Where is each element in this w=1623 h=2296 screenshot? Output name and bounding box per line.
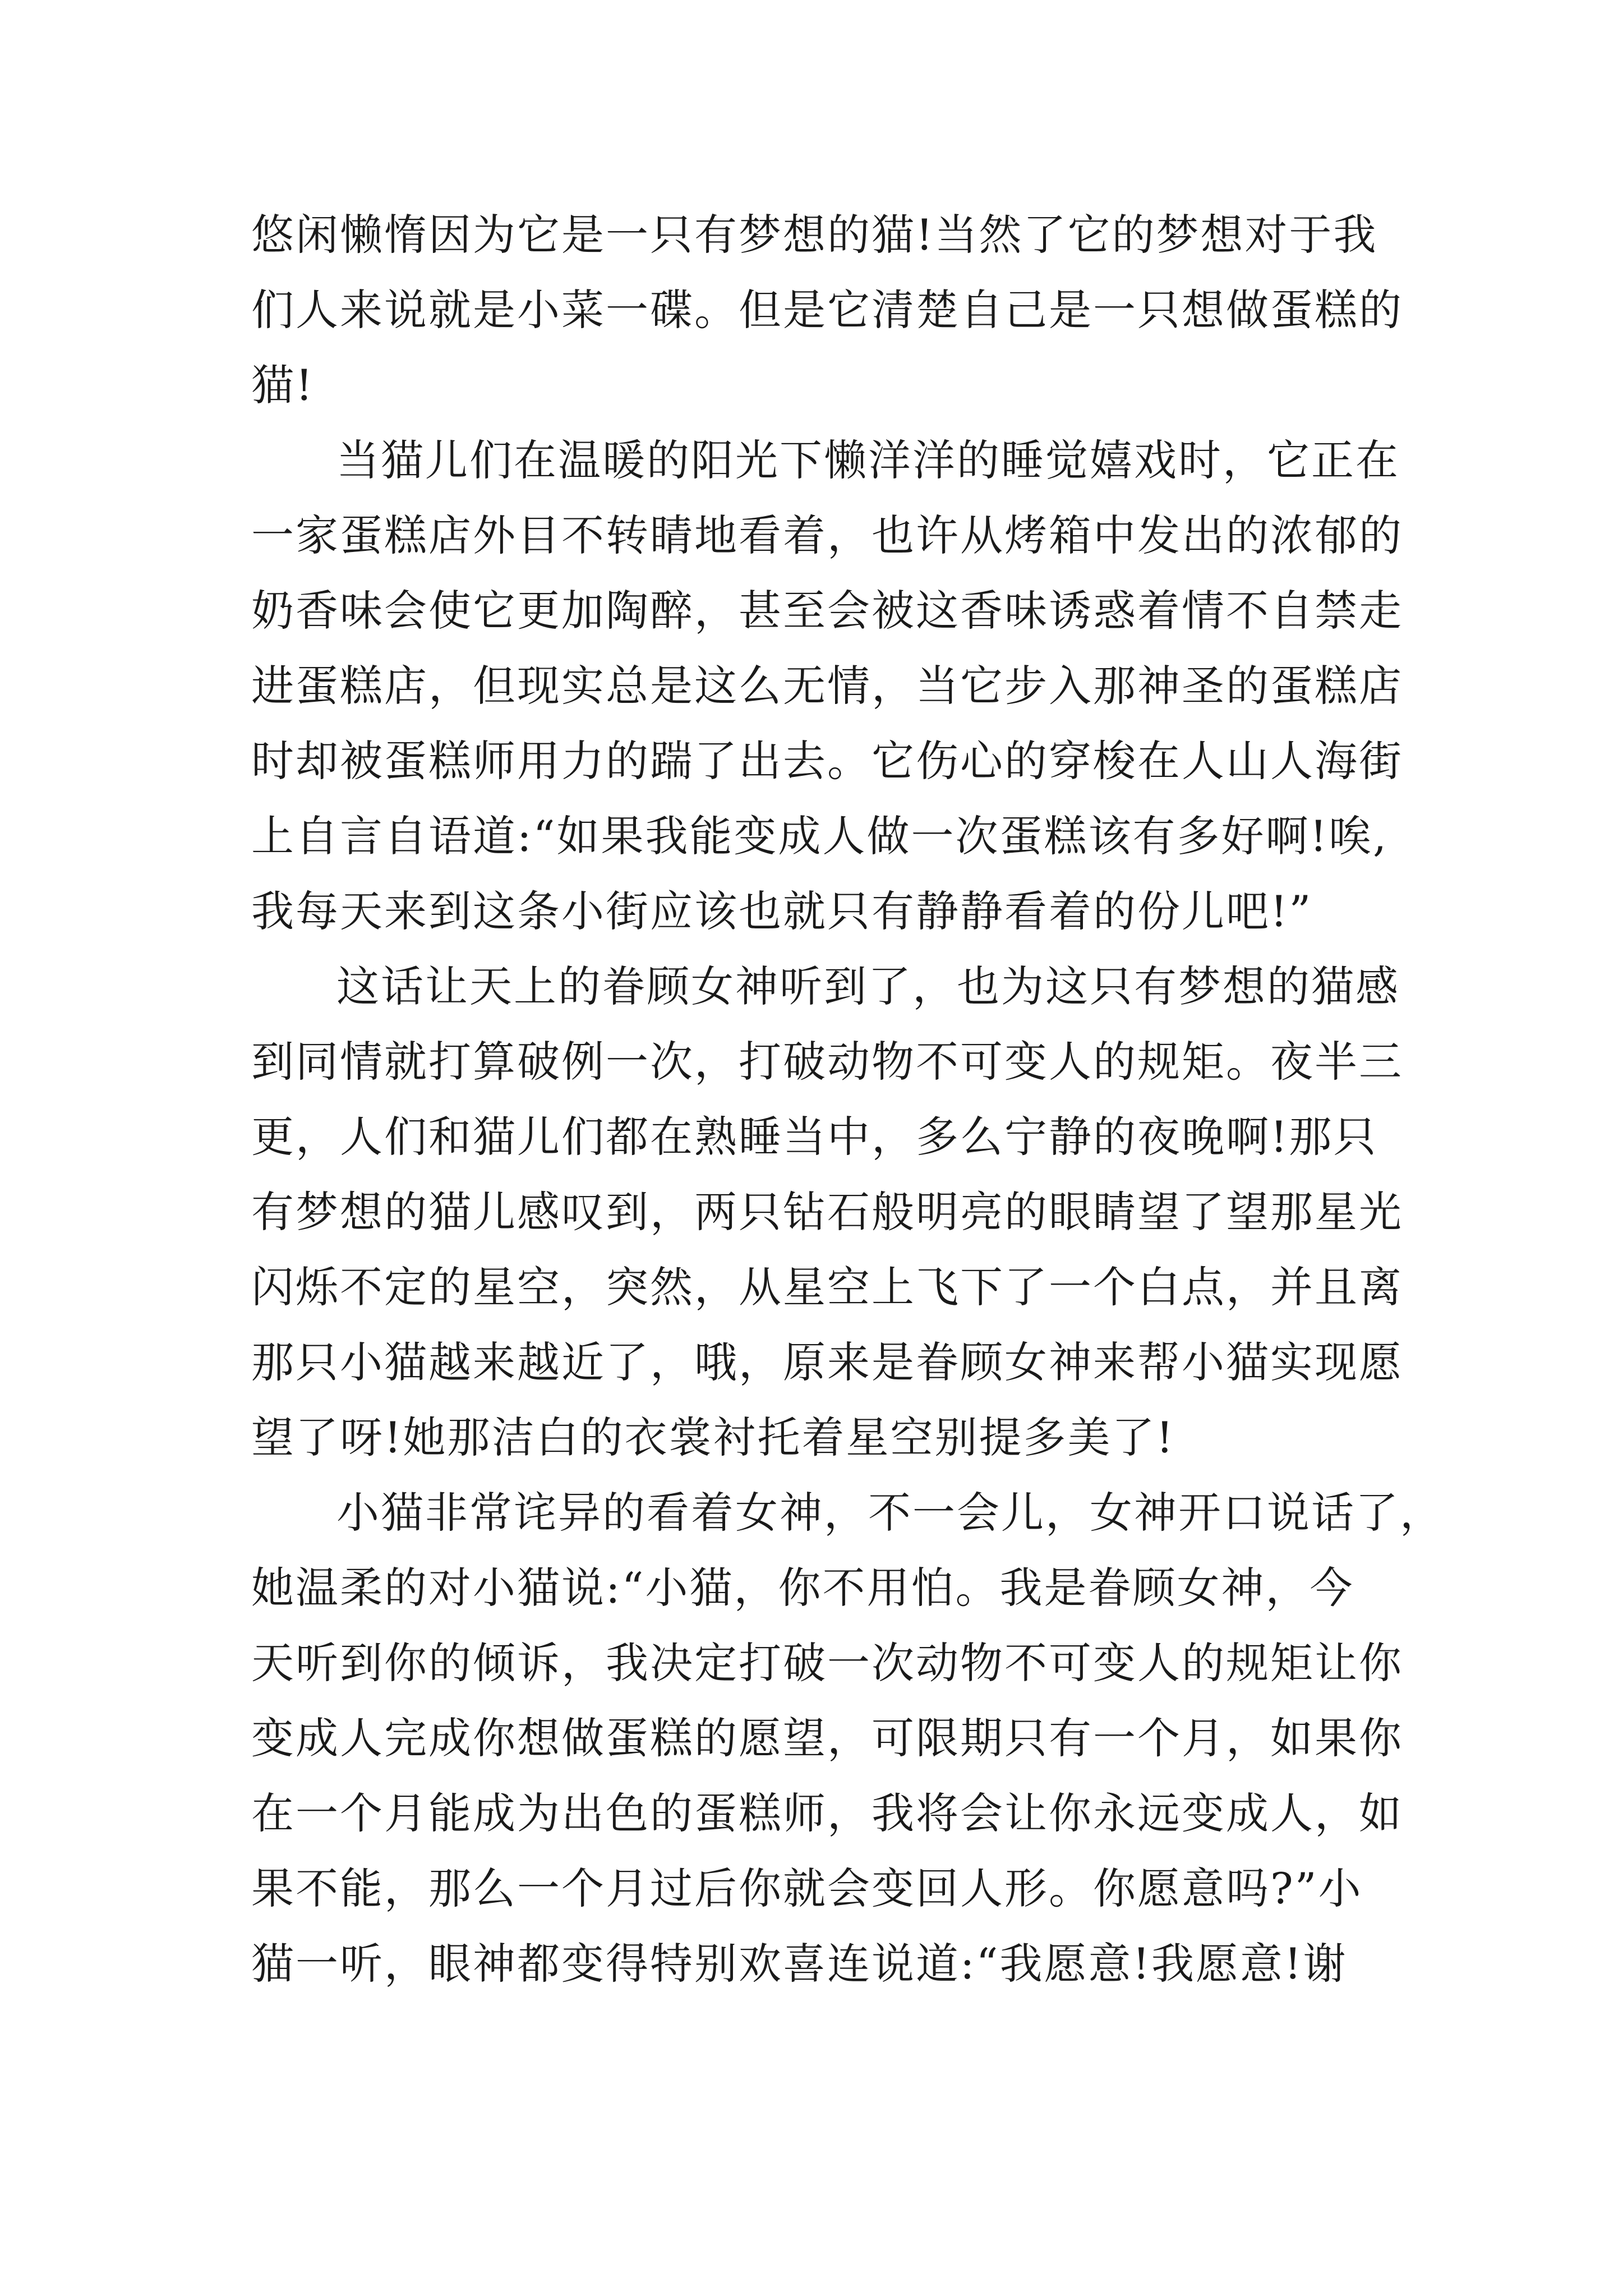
text-line: 一家蛋糕店外目不转睛地看着，也许从烤箱中发出的浓郁的: [251, 510, 1403, 560]
text-line: 上自言自语道:“如果我能变成人做一次蛋糕该有多好啊!唉,: [251, 811, 1389, 861]
paragraph-first-line: 当猫儿们在温暖的阳光下懒洋洋的睡觉嬉戏时，它正在: [336, 435, 1400, 485]
text-line: 时却被蛋糕师用力的踹了出去。它伤心的穿梭在人山人海街: [251, 736, 1403, 786]
text-line: 变成人完成你想做蛋糕的愿望，可限期只有一个月，如果你: [251, 1713, 1403, 1763]
text-line: 在一个月能成为出色的蛋糕师，我将会让你永远变成人，如: [251, 1788, 1403, 1838]
text-line: 闪烁不定的星空，突然，从星空上飞下了一个白点，并且离: [251, 1262, 1403, 1312]
text-line: 有梦想的猫儿感叹到，两只钻石般明亮的眼睛望了望那星光: [251, 1187, 1403, 1237]
paragraph-first-line: 小猫非常诧异的看着女神，不一会儿，女神开口说话了，: [336, 1488, 1444, 1538]
text-line: 到同情就打算破例一次，打破动物不可变人的规矩。夜半三: [251, 1037, 1403, 1087]
text-line: 天听到你的倾诉，我决定打破一次动物不可变人的规矩让你: [251, 1638, 1403, 1688]
text-line: 那只小猫越来越近了，哦，原来是眷顾女神来帮小猫实现愿: [251, 1337, 1403, 1387]
text-line: 果不能，那么一个月过后你就会变回人形。你愿意吗?”小: [251, 1864, 1363, 1913]
text-line: 更，人们和猫儿们都在熟睡当中，多么宁静的夜晚啊!那只: [251, 1112, 1378, 1162]
text-line: 猫!: [251, 360, 315, 410]
text-body: [251, 197, 1444, 2001]
text-line: 奶香味会使它更加陶醉，甚至会被这香味诱惑着情不自禁走: [251, 586, 1403, 636]
text-line: 猫一听，眼神都变得特别欢喜连说道:“我愿意!我愿意!谢: [251, 1939, 1348, 1989]
text-line: 望了呀!她那洁白的衣裳衬托着星空别提多美了!: [251, 1412, 1175, 1462]
text-line: 们人来说就是小菜一碟。但是它清楚自己是一只想做蛋糕的: [251, 285, 1403, 335]
text-line: 进蛋糕店，但现实总是这么无情，当它步入那神圣的蛋糕店: [251, 661, 1403, 711]
paragraph-first-line: 这话让天上的眷顾女神听到了，也为这只有梦想的猫感: [336, 961, 1400, 1011]
text-line: 我每天来到这条小街应该也就只有静静看着的份儿吧!”: [251, 886, 1313, 936]
text-line: 她温柔的对小猫说:“小猫，你不用怕。我是眷顾女神，今: [251, 1563, 1354, 1613]
text-line: 悠闲懒惰因为它是一只有梦想的猫!当然了它的梦想对于我: [251, 210, 1378, 260]
